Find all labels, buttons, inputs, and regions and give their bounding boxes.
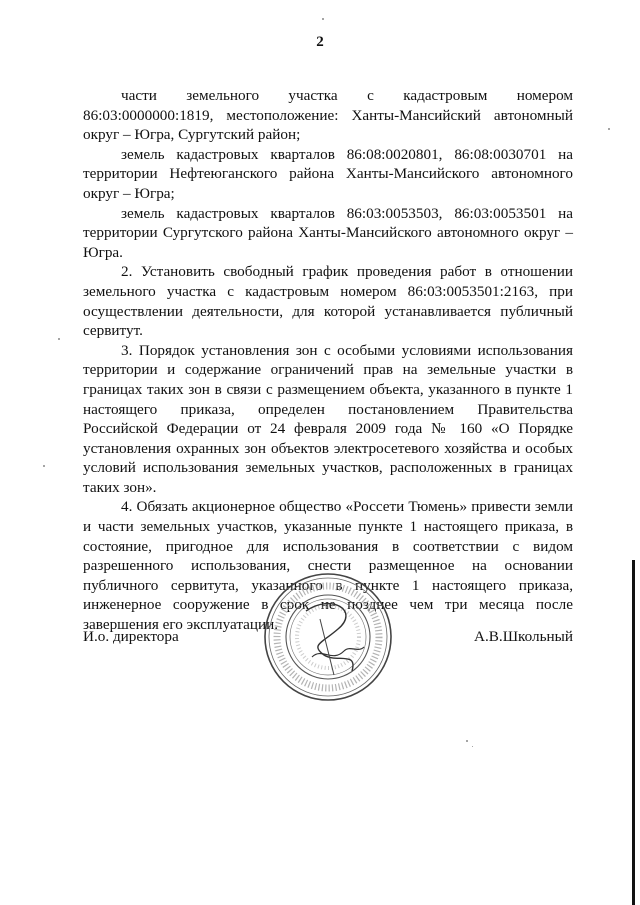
scan-speck [608,128,610,130]
scan-margin-edge [632,560,635,905]
scan-speck [322,18,324,20]
paragraph-item-4: 4. Обязать акционерное общество «Россети Тюмень» привести земли и части земельных участков, указанные пункте 1 настоящего приказа, в состояние, пригодное для использования в соответствии с видом разрешенного использования, снести размещенное на основании публичного сервитута, указанного в пункте 1 настоящего приказа, инженерное сооружение в срок не позднее чем три месяца после завершения его эксплуатации. [83,498,573,634]
scan-speck [472,746,473,747]
scan-speck [43,465,45,467]
paragraph-surgut-quarters: земель кадастровых кварталов 86:03:0053503, 86:03:0053501 на территории Сургутского района Ханты-Мансийского автономного округ – Югра. [83,204,573,261]
scan-speck [58,338,60,340]
official-seal-stamp [262,571,394,703]
signatory-name: А.В.Школьный [474,628,573,645]
paragraph-item-2: 2. Установить свободный график проведения работ в отношении земельного участка с кадастровым номером 86:03:0053501:2163, при осуществлении деятельности, для которой устанавливается публичный сервитут. [83,263,573,340]
paragraph-nefteyugansk-quarters: земель кадастровых кварталов 86:08:0020801, 86:08:0030701 на территории Нефтеюганского района Ханты-Мансийского автономного округ – Югра; [83,145,573,202]
paragraph-item-3: 3. Порядок установления зон с особыми условиями использования территории и содержание ограничений прав на земельные участки в границах таких зон в связи с размещением объекта, указанного в пункте 1 настоящего приказа, определен постановлением Правительства Российской Федерации от 24 февраля 2009 года № 160 «О Порядке установления охранных зон объектов электросетевого хозяйства и особых условий использования земельных участков, расположенных в границах таких зон». [83,341,573,496]
page-number: 2 [316,34,324,50]
paragraph-land-plot: части земельного участка с кадастровым номером 86:03:0000000:1819, местоположение: Ханты-Мансийский автономный округ – Югра, Сургутский район; [83,87,573,144]
signatory-title: И.о. директора [83,628,179,645]
scan-speck [466,740,468,742]
document-body [83,86,573,635]
